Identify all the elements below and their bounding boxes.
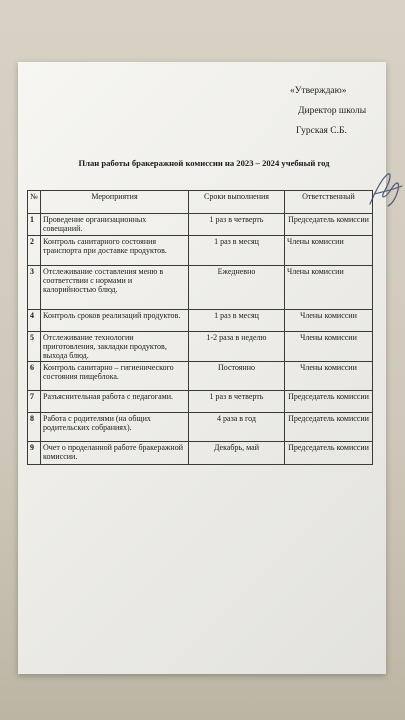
table-row <box>28 236 373 266</box>
row-event: Отслеживание технологии приготовления, закладки продуктов, выхода блюд. <box>41 332 189 362</box>
row-term: Ежедневно <box>189 266 285 310</box>
row-event: Контроль сроков реализаций продуктов. <box>41 310 189 332</box>
director-name: Гурская С.Б. <box>296 126 347 136</box>
row-responsible: Председатель комиссии <box>285 442 373 465</box>
row-term: Постоянно <box>189 362 285 391</box>
row-term: 1 раз в месяц <box>189 310 285 332</box>
row-number: 6 <box>28 362 41 391</box>
approval-block <box>290 84 366 138</box>
row-number: 9 <box>28 442 41 465</box>
row-responsible: Председатель комиссии <box>285 214 373 236</box>
row-responsible: Председатель комиссии <box>285 413 373 442</box>
row-responsible: Члены комиссии <box>285 332 373 362</box>
row-responsible: Члены комиссии <box>285 310 373 332</box>
column-header-responsible: Ответственный <box>285 191 373 214</box>
row-number: 7 <box>28 391 41 413</box>
plan-table <box>27 190 373 465</box>
row-event: Работа с родителями (на общих родительских собраниях). <box>41 413 189 442</box>
approval-label: «Утверждаю» <box>290 86 347 96</box>
document-page <box>18 62 386 674</box>
row-event: Контроль санитарно – гигиенического состояния пищеблока. <box>41 362 189 391</box>
column-header-number: № <box>28 191 41 214</box>
table-row <box>28 332 373 362</box>
row-responsible: Члены комиссии <box>285 236 373 266</box>
table-row <box>28 310 373 332</box>
column-header-term: Сроки выполнения <box>189 191 285 214</box>
table-row <box>28 391 373 413</box>
row-number: 8 <box>28 413 41 442</box>
table-row <box>28 442 373 465</box>
row-term: 1 раз в четверть <box>189 391 285 413</box>
row-number: 5 <box>28 332 41 362</box>
row-number: 1 <box>28 214 41 236</box>
table-row <box>28 362 373 391</box>
table-row <box>28 413 373 442</box>
row-term: 4 раза в год <box>189 413 285 442</box>
column-header-event: Мероприятия <box>41 191 189 214</box>
row-responsible: Председатель комиссии <box>285 391 373 413</box>
row-number: 3 <box>28 266 41 310</box>
row-term: 1 раз в четверть <box>189 214 285 236</box>
row-term: Декабрь, май <box>189 442 285 465</box>
table-row <box>28 214 373 236</box>
table-header-row <box>28 191 373 214</box>
row-event: Проведение организационных совещаний. <box>41 214 189 236</box>
row-term: 1-2 раза в неделю <box>189 332 285 362</box>
table-row <box>28 266 373 310</box>
row-event: Контроль санитарного состояния транспорта при доставке продуктов. <box>41 236 189 266</box>
row-responsible: Члены комиссии <box>285 362 373 391</box>
row-event: Разъяснительная работа с педагогами. <box>41 391 189 413</box>
row-term: 1 раз в месяц <box>189 236 285 266</box>
document-title: План работы бракеражной комиссии на 2023 – 2024 учебный год <box>78 158 330 168</box>
row-event: Очет о проделанной работе бракеражной комиссии. <box>41 442 189 465</box>
director-position: Директор школы <box>298 106 367 116</box>
row-event: Отслеживание составления меню в соответствии с нормами и калорийностью блюд. <box>41 266 189 310</box>
row-number: 2 <box>28 236 41 266</box>
row-number: 4 <box>28 310 41 332</box>
row-responsible: Члены комиссии <box>285 266 373 310</box>
